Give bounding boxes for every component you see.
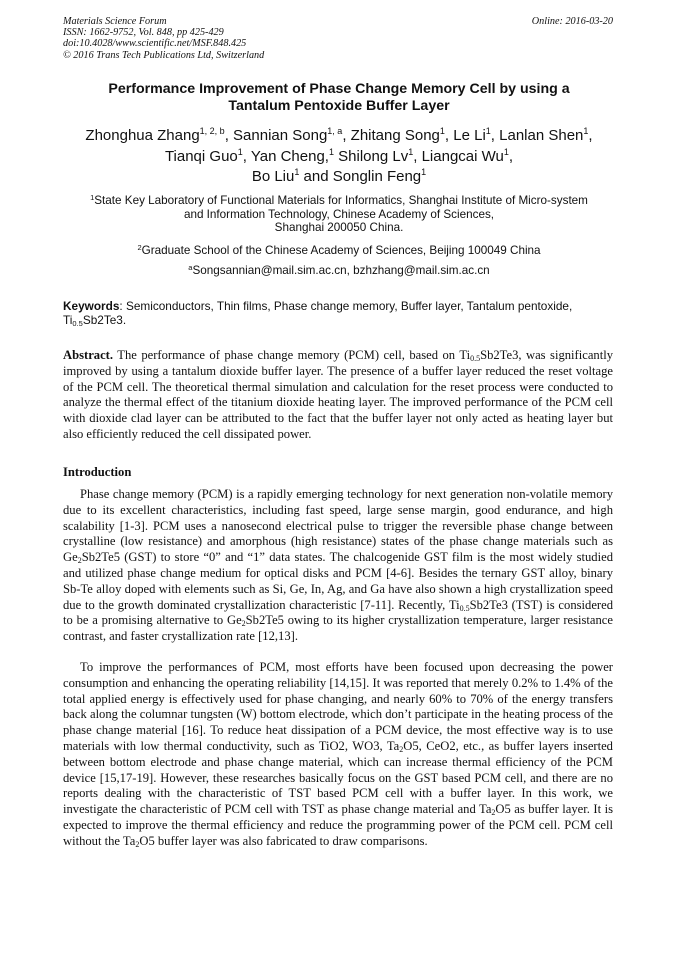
author-affiliation-marker: 1, 2, b bbox=[199, 126, 225, 136]
issn-line: ISSN: 1662-9752, Vol. 848, pp 425-429 bbox=[63, 27, 224, 39]
keywords-block bbox=[63, 299, 613, 327]
author-affiliation-marker: 1 bbox=[328, 146, 334, 157]
affiliation-2 bbox=[50, 244, 628, 258]
author-name: Sannian Song bbox=[233, 127, 328, 144]
affiliation-1-line-3: Shanghai 200050 China. bbox=[274, 221, 404, 235]
abstract-block bbox=[63, 348, 613, 443]
affiliation-1-line-1: State Key Laboratory of Functional Materials for Informatics, Shanghai Institute of Micro-system bbox=[94, 194, 588, 207]
author-name: Tianqi Guo bbox=[164, 147, 238, 165]
copyright-line: © 2016 Trans Tech Publications Ltd, Switzerland bbox=[63, 49, 265, 61]
affiliation-1 bbox=[50, 194, 628, 235]
introduction-heading: Introduction bbox=[63, 465, 132, 479]
title-line-1: Performance Improvement of Phase Change Memory Cell by using a bbox=[108, 81, 570, 97]
author-name: Zhitang Song bbox=[350, 127, 440, 144]
affiliation-1-line-2: and Information Technology, Chinese Academy of Sciences, bbox=[183, 207, 495, 221]
keywords-text: : Semiconductors, Thin films, Phase change memory, Buffer layer, Tantalum pentoxide, bbox=[119, 299, 573, 313]
author-name: Yan Cheng, bbox=[250, 147, 329, 165]
author-affiliation-marker: 1, a bbox=[327, 126, 343, 136]
email-text: Songsannian@mail.sim.ac.cn, bzhzhang@mail.sim.ac.cn bbox=[192, 264, 490, 277]
author-affiliation-marker: 1 bbox=[485, 126, 491, 136]
affiliation-2-text: Graduate School of the Chinese Academy of Sciences, Beijing 100049 China bbox=[141, 244, 541, 257]
author-name: Shilong Lv bbox=[338, 147, 409, 165]
author-affiliation-marker: 1 bbox=[583, 126, 589, 136]
author-name: Zhonghua Zhang bbox=[85, 127, 200, 144]
author-affiliation-marker: 1 bbox=[237, 146, 243, 157]
author-affiliation-marker: 1 bbox=[408, 146, 414, 157]
affiliation-2-marker: 2 bbox=[137, 243, 142, 252]
author-affiliation-marker: 1 bbox=[294, 167, 300, 177]
author-name: Bo Liu bbox=[251, 168, 295, 185]
abstract-text: The performance of phase change memory (PCM) cell, based on $Ti_{0.5}Sb2Te3$, was significantly improved by using a tantalum dioxide buffer layer. The presence of a buffer layer reduced the reset voltage of the PCM cell. The theoretical thermal simulation and calculation for the reset process were conducted to analyze the thermal effect of the titanium dioxide heating layer. The improved performance of the PCM cell with dioxide clad layer can be attributed to the fact that the buffer layer not only acted as heating layer but also efficiently reduced the cell dissipated power. bbox=[63, 348, 614, 441]
journal-header bbox=[63, 16, 264, 61]
author-affiliation-marker: 1 bbox=[421, 167, 427, 177]
author-list: Zhonghua Zhang$^{1, 2, b}$, Sannian Song$^{1, a}$, Zhitang Song$^1$, Le Li$^1$, Lanlan Shen$^1$, Tianqi Guo$^1$, Yan Cheng,$^1$ Shilong Lv$^1$, Liangcai Wu$^1$, Bo Liu$^1$ and Songlin Feng$^1$ bbox=[85, 126, 593, 185]
author-name: Le Li bbox=[453, 127, 486, 144]
online-date: Online: 2016-03-20 bbox=[531, 16, 613, 27]
paper-title bbox=[60, 81, 618, 115]
email-marker: a bbox=[188, 263, 193, 272]
author-name: Lanlan Shen bbox=[499, 127, 584, 144]
author-name: Songlin Feng bbox=[332, 168, 422, 185]
affiliation-1-marker: 1 bbox=[90, 193, 95, 202]
keywords-formula: $Ti_{0.5}Sb2Te3$. bbox=[63, 313, 127, 329]
abstract-label: Abstract. bbox=[63, 348, 114, 362]
author-name: Liangcai Wu bbox=[421, 147, 504, 165]
title-line-2: Tantalum Pentoxide Buffer Layer bbox=[228, 98, 450, 114]
author-affiliation-marker: 1 bbox=[503, 146, 509, 157]
keywords-label: Keywords bbox=[63, 299, 120, 313]
author-affiliation-marker: 1 bbox=[439, 126, 445, 136]
introduction-paragraph-1: Phase change memory (PCM) is a rapidly emerging technology for next generation non-volatile memory due to its excellent characteristics, including fast speed, large sense margin, good endurance, and high scalability [1-3]. PCM uses a nanosecond electrical pulse to trigger the reversible phase change between crystalline (low resistance) and amorphous (high resistance) states of the phase change materials such as $Ge_2Sb2Te5$ (GST) to store “0” and “1” data states. The chalcogenide GST film is the most widely studied and utilized phase change medium for optical disks and PCM [4-6]. Besides the ternary GST alloy, binary Sb-Te alloy doped with elements such as Si, Ge, In, Ag, and Ga have also shown a high crystallization speed due to the growth dominated crystallization characteristic [7-11]. Recently, $Ti_{0.5}Sb2Te3$ (TST) is considered to be a promising alternative to $Ge_2Sb2Te5$ owing to its higher crystallization temperature, larger resistance contrast, and faster crystallization rate [12,13]. bbox=[63, 487, 613, 644]
introduction-paragraph-2: To improve the performances of PCM, most efforts have been focused upon decreasing the power consumption and enhancing the operating reliability [14,15]. It was reported that merely 0.2% to 1.4% of the total applied energy is effectively used for phase changing, and nearly 60% to 70% of the energy transfers back along the columnar tungsten (W) bottom electrode, which don’t participate in the heating process of the phase change material [16]. To reduce heat dissipation of a PCM device, the most effective way is to use materials with low thermal conductivity, such as TiO2, WO3, $Ta_2O5$, CeO2, etc., as buffer layers inserted between bottom electrode and phase change material, which can increase thermal efficiency of the PCM device [15,17-19]. However, these researches basically focus on the GST based PCM cell, and there are no reports dealing with the characteristic of TST based PCM cell with a buffer layer. In this work, we investigate the characteristic of PCM cell with TST as phase change material and $Ta_2O5$ as buffer layer. It is expected to improve the thermal efficiency and reduce the programming power of the PCM cell. PCM cell without the $Ta_2O5$ buffer layer was also fabricated to draw comparisons. bbox=[63, 660, 613, 849]
contact-email bbox=[50, 264, 628, 278]
doi-line: doi:10.4028/www.scientific.net/MSF.848.425 bbox=[63, 38, 247, 50]
journal-name: Materials Science Forum bbox=[63, 16, 167, 27]
